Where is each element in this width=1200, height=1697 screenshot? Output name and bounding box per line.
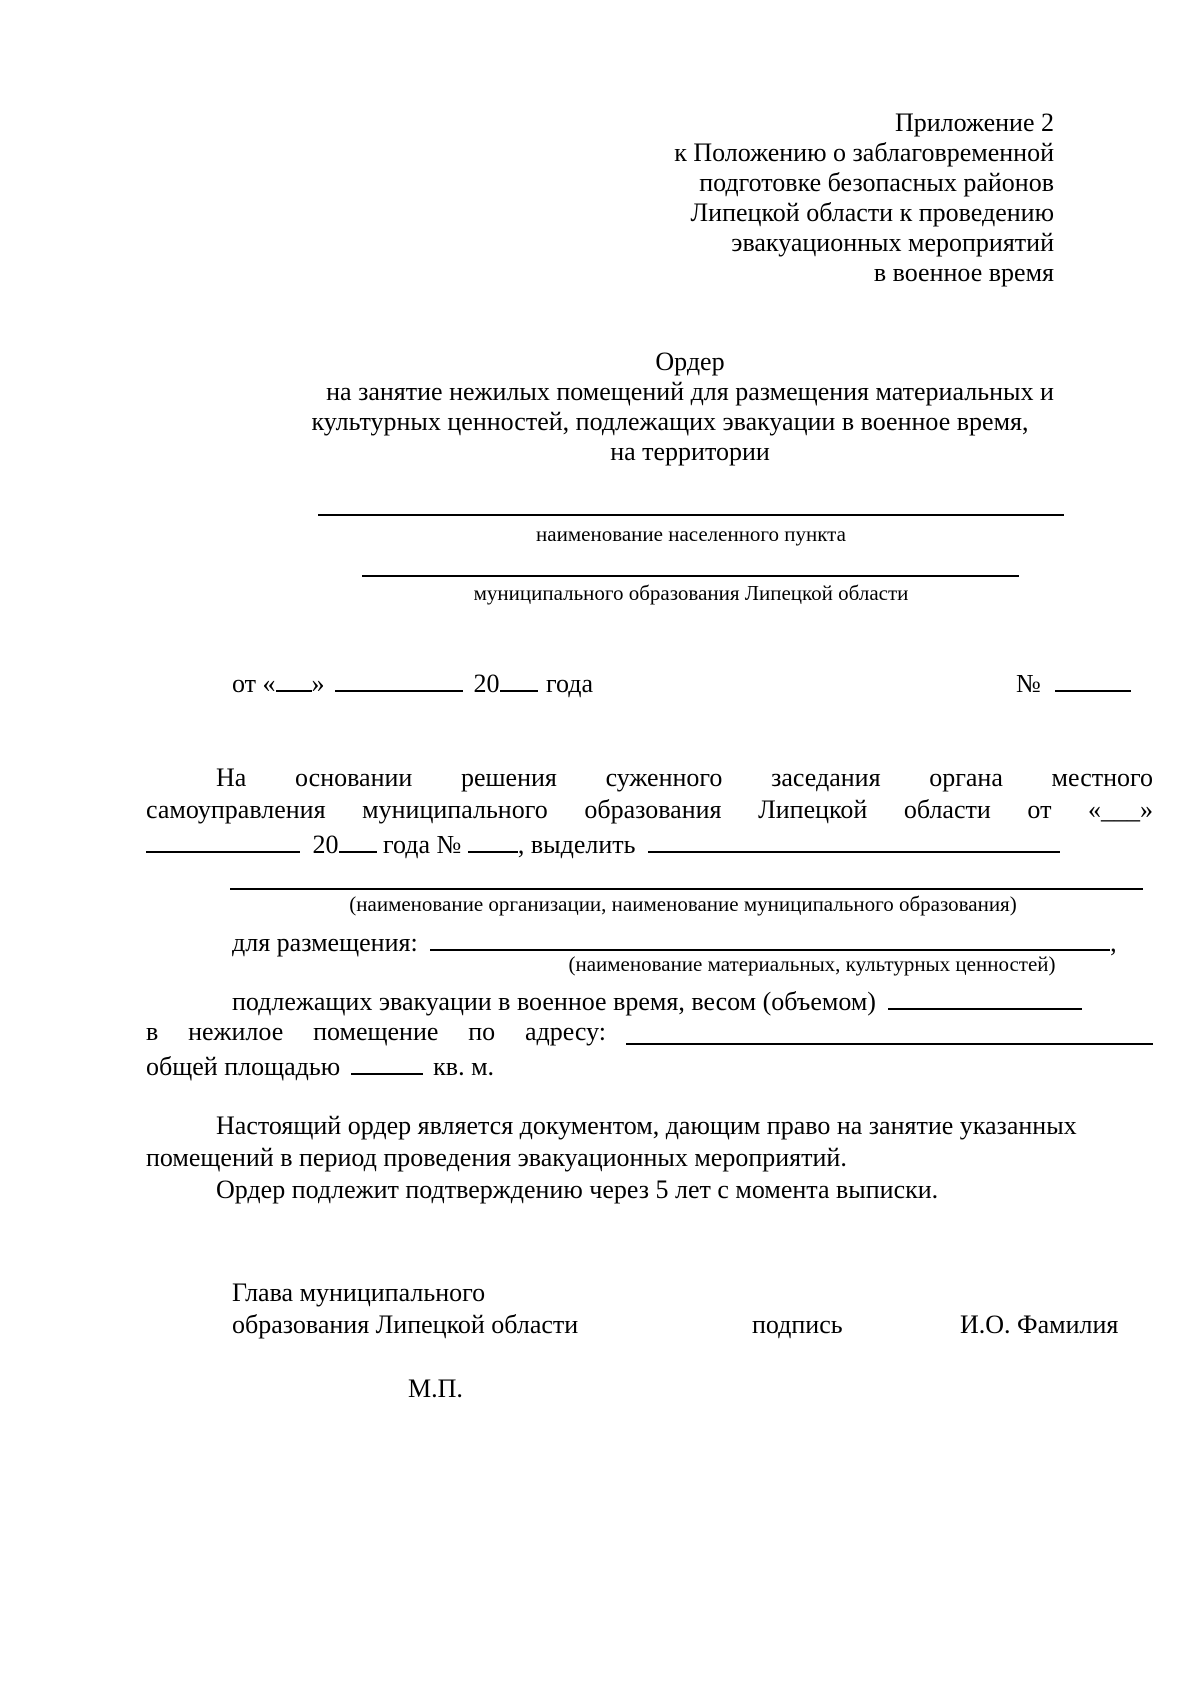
organization-field-line[interactable] <box>230 888 1143 890</box>
date-day-blank[interactable] <box>276 668 312 692</box>
placement-comma: , <box>1110 928 1117 957</box>
date-from-label: от « <box>232 669 276 698</box>
body-p1-line-2 <box>146 797 1153 823</box>
appendix-line-2: к Положению о заблаговременной <box>674 138 1054 167</box>
signatory-role-line-2: образования Липецкой области <box>232 1310 579 1339</box>
settlement-field-line[interactable] <box>318 514 1064 516</box>
appendix-line-6: в военное время <box>873 258 1054 287</box>
body-p2-line-2: помещений в период проведения эвакуационных мероприятий. <box>146 1143 847 1172</box>
area-blank[interactable] <box>351 1051 423 1075</box>
decision-number-blank[interactable] <box>468 829 518 853</box>
area-unit: кв. м. <box>433 1052 495 1081</box>
body-word: решения <box>461 763 557 792</box>
placement-blank[interactable] <box>430 927 1110 951</box>
body-word: суженного <box>605 763 723 792</box>
body-word: образования <box>584 795 722 824</box>
body-word: местного <box>1051 763 1154 792</box>
date-year-blank[interactable] <box>500 668 538 692</box>
decision-year-blank[interactable] <box>339 829 377 853</box>
date-year-prefix: 20 <box>473 669 500 698</box>
appendix-line-5: эвакуационных мероприятий <box>731 228 1054 257</box>
weight-blank[interactable] <box>888 986 1082 1010</box>
date-month-blank[interactable] <box>335 668 463 692</box>
decision-number-label: года № <box>383 830 462 859</box>
date-close-quote: » <box>311 669 325 698</box>
body-p1-line-3 <box>146 829 1060 858</box>
body-word: по <box>468 1017 496 1046</box>
seal-label: М.П. <box>408 1374 463 1403</box>
address-blank[interactable] <box>626 1043 1153 1045</box>
order-number <box>1016 668 1131 697</box>
area-label: общей площадью <box>146 1052 341 1081</box>
municipality-caption: муниципального образования Липецкой области <box>473 581 909 605</box>
address-label <box>146 1019 606 1045</box>
area-row <box>146 1051 494 1080</box>
signature-label: подпись <box>752 1310 843 1339</box>
body-p1-line-1 <box>216 765 1153 791</box>
evacuation-row <box>232 986 1082 1015</box>
body-word: адресу: <box>524 1017 607 1046</box>
organization-caption: (наименование организации, наименование муниципального образования) <box>349 892 1017 916</box>
body-word: от <box>1027 795 1052 824</box>
appendix-line-4: Липецкой области к проведению <box>690 198 1054 227</box>
appendix-line-3: подготовке безопасных районов <box>699 168 1054 197</box>
body-word: помещение <box>313 1017 439 1046</box>
appendix-line-1: Приложение 2 <box>894 108 1054 137</box>
body-word: «___» <box>1088 795 1154 824</box>
body-word: органа <box>929 763 1003 792</box>
number-sign: № <box>1016 669 1041 698</box>
body-word: в <box>146 1017 159 1046</box>
allot-label: , выделить <box>517 830 636 859</box>
settlement-caption: наименование населенного пункта <box>536 522 846 546</box>
title-line-2: культурных ценностей, подлежащих эвакуации в военное время, <box>311 407 1029 436</box>
date-row <box>232 668 593 697</box>
body-word: области <box>903 795 991 824</box>
body-word: основании <box>295 763 413 792</box>
title-heading: Ордер <box>655 347 725 376</box>
body-word: нежилое <box>188 1017 284 1046</box>
body-word: На <box>216 763 247 792</box>
decision-year-prefix: 20 <box>312 830 339 859</box>
body-word: заседания <box>771 763 881 792</box>
body-p2-line-1: Настоящий ордер является документом, дающим право на занятие указанных <box>216 1111 1077 1140</box>
body-word: муниципального <box>362 795 548 824</box>
values-caption: (наименование материальных, культурных ценностей) <box>568 952 1056 976</box>
signatory-name: И.О. Фамилия <box>960 1310 1119 1339</box>
body-word: Липецкой <box>758 795 868 824</box>
body-p3: Ордер подлежит подтверждению через 5 лет с момента выписки. <box>216 1175 939 1204</box>
order-number-blank[interactable] <box>1055 668 1131 692</box>
title-line-3: на территории <box>610 437 770 466</box>
signatory-role-line-1: Глава муниципального <box>232 1278 486 1307</box>
decision-date-blank[interactable] <box>146 829 300 853</box>
allot-blank[interactable] <box>648 829 1060 853</box>
title-line-1: на занятие нежилых помещений для размещения материальных и <box>326 377 1054 406</box>
date-year-word: года <box>546 669 594 698</box>
body-word: самоуправления <box>146 795 326 824</box>
evacuation-label: подлежащих эвакуации в военное время, весом (объемом) <box>232 987 876 1016</box>
placement-label: для размещения: <box>232 928 418 957</box>
municipality-field-line[interactable] <box>362 575 1019 577</box>
